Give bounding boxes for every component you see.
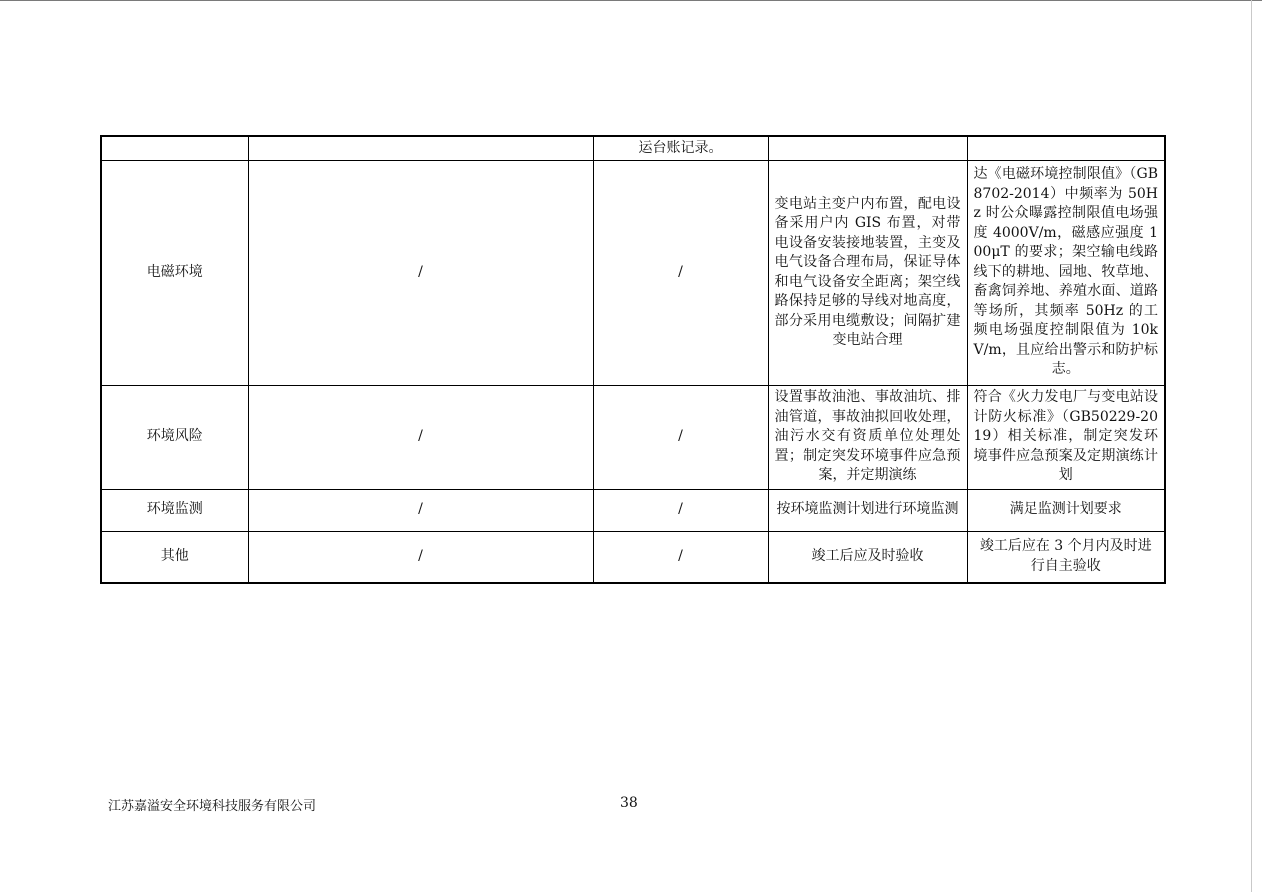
table-cell (967, 136, 1165, 160)
table-cell (768, 136, 967, 160)
table-cell: 竣工后应及时验收 (768, 531, 967, 583)
table-cell: / (248, 489, 593, 531)
row-category: 环境风险 (101, 385, 248, 489)
table-cell: / (248, 531, 593, 583)
table-cell: 变电站主变户内布置，配电设备采用户内 GIS 布置，对带电设备安装接地装置，主变及电气设备合理布局，保证导体和电气设备安全距离；架空线路保持足够的导线对地高度，部分采用电缆敷设；间隔扩建变电站合理 (768, 160, 967, 385)
row-category: 环境监测 (101, 489, 248, 531)
page-number: 38 (620, 795, 638, 811)
table-cell (248, 136, 593, 160)
table-cell: / (248, 160, 593, 385)
table-cell: 竣工后应在 3 个月内及时进行自主验收 (967, 531, 1165, 583)
table-row (101, 489, 1165, 531)
table-cell: 符合《火力发电厂与变电站设计防火标准》（GB50229-2019）相关标准，制定突发环境事件应急预案及定期演练计划 (967, 385, 1165, 489)
row-category: 电磁环境 (101, 160, 248, 385)
table-row (101, 531, 1165, 583)
table-cell: 满足监测计划要求 (967, 489, 1165, 531)
table-cell: / (593, 385, 768, 489)
table-row (101, 385, 1165, 489)
table-cell: 达《电磁环境控制限值》（GB8702-2014）中频率为 50Hz 时公众曝露控制限值电场强度 4000V/m，磁感应强度 100μT 的要求；架空输电线路线下的耕地、园地、牧草地、畜禽饲养地、养殖水面、道路等场所，其频率 50Hz 的工频电场强度控制限值为 10kV/m，且应给出警示和防护标志。 (967, 160, 1165, 385)
row-category (101, 136, 248, 160)
row-category: 其他 (101, 531, 248, 583)
page-right-border (1251, 0, 1252, 892)
footer-company-name: 江苏嘉溢安全环境科技服务有限公司 (108, 799, 317, 814)
table-cell: / (593, 489, 768, 531)
table-cell: / (248, 385, 593, 489)
table-row (101, 160, 1165, 385)
table-cell: 运台账记录。 (593, 136, 768, 160)
measures-table (100, 135, 1166, 584)
table-cell: 按环境监测计划进行环境监测 (768, 489, 967, 531)
table-row (101, 136, 1165, 160)
table-cell: / (593, 531, 768, 583)
page-top-border (0, 0, 1262, 1)
table-cell: 设置事故油池、事故油坑、排油管道，事故油拟回收处理，油污水交有资质单位处理处置；制定突发环境事件应急预案，并定期演练 (768, 385, 967, 489)
table-cell: / (593, 160, 768, 385)
